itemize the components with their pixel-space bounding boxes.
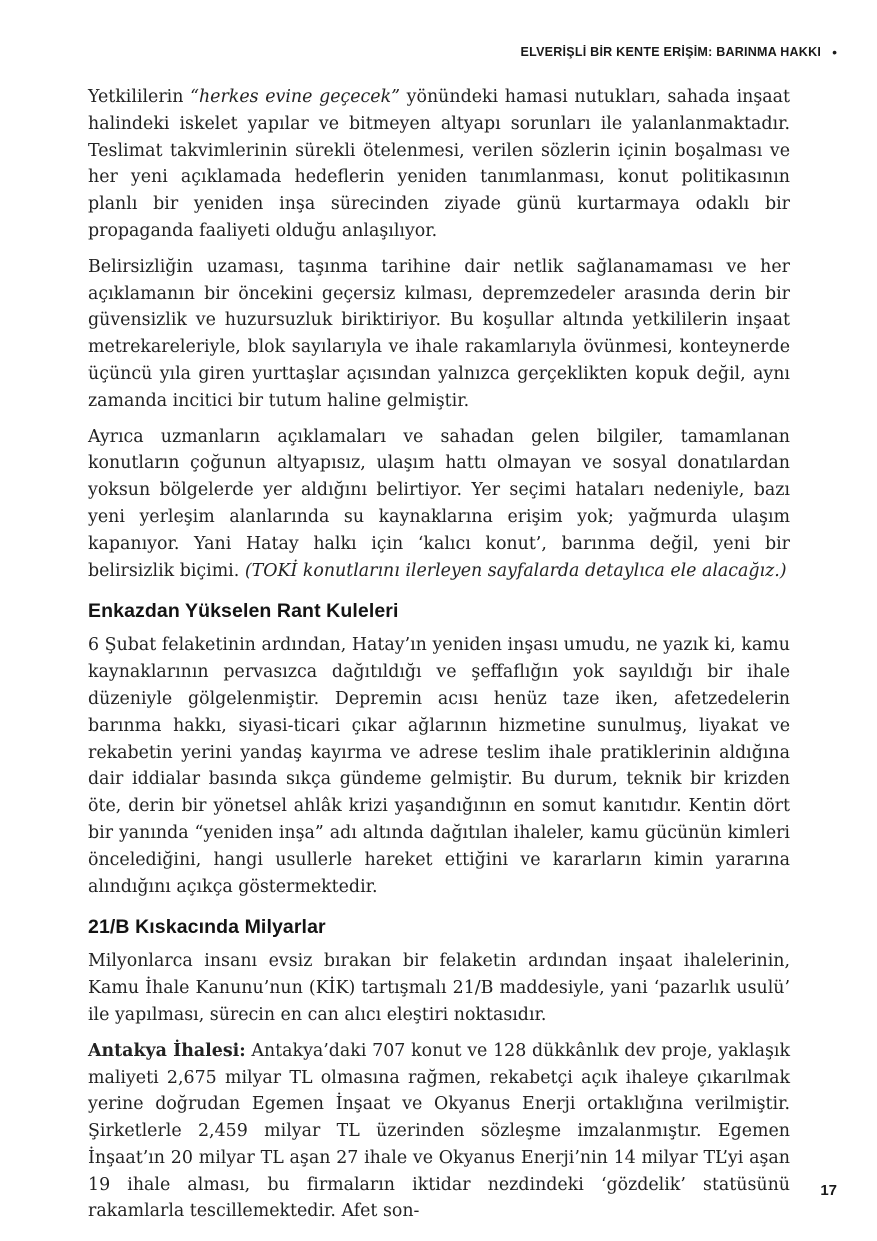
paragraph [88,84,790,245]
paragraph-text: yönündeki hamasi nutukları, sahada inşaat halindeki iskelet yapılar ve bitmeyen altyapı sorunları ile yalanlanmaktadır. Teslimat takvimlerinin sürekli ötelenmesi, verilen sözlerin içinin boşalması ve her yeni açıklamada hedeflerin yeniden tanımlanması, konut politikasının planlı bir yeniden inşa sürecinden ziyade günü kurtarmaya odaklı bir propaganda faaliyeti olduğu anlaşılıyor. [88,87,790,241]
paragraph-text: Belirsizliğin uzaması, taşınma tarihine dair netlik sağlanamaması ve her açıklamanın bir öncekini geçersiz kılması, depremzedeler arasında derin bir güvensizlik ve huzursuzluk biriktiriyor. Bu koşullar altında yetkililerin inşaat metrekareleriyle, blok sayılarıyla ve ihale rakamlarıyla övünmesi, konteynerde üçüncü yıla giren yurttaşlar açısından yalnızca gerçeklikten kopuk değil, aynı zamanda incitici bir tutum haline gelmiştir. [88,256,790,411]
paragraph-text: Antakya’daki 707 konut ve 128 dükkânlık dev proje, yaklaşık maliyeti 2,675 milyar TL olmasına rağmen, rekabetçi açık ihaleye çıkarılmak yerine doğrudan Egemen İnşaat ve Okyanus Enerji ortaklığına verilmiştir. Şirketlerle 2,459 milyar TL üzerinden sözleşme imzalanmıştır. Egemen İnşaat’ın 20 milyar TL aşan 27 ihale ve Okyanus Enerji’nin 14 milyar TL’yi aşan 19 ihale alması, bu firmaların iktidar nezdindeki ‘gözdelik’ statüsünü rakamlarla tescillemektedir. Afet son- [88,1040,790,1222]
italic-quote: “herkes evine geçecek” [190,87,400,107]
paragraph [88,254,790,415]
running-header [521,45,837,59]
paragraph [88,424,790,585]
bold-lead-antakya-ihalesi: Antakya İhalesi: [88,1040,246,1061]
paragraph-text: 6 Şubat felaketinin ardından, Hatay’ın yeniden inşası umudu, ne yazık ki, kamu kaynaklarının pervasızca dağıtıldığı ve şeffaflığın yok sayıldığı bir ihale düzeniyle gölgelenmiştir. Depremin acısı henüz taze iken, afetzedelerin barınma hakkı, siyasi-ticari çıkar ağlarının hizmetine sunulmuş, liyakat ve rekabetin yerini yandaş kayırma ve adrese teslim ihale pratiklerinin aldığına dair iddialar basında sıkça gündeme gelmiştir. Bu durum, teknik bir krizden öte, derin bir yönetsel ahlâk krizi yaşandığının en somut kanıtıdır. Kentin dört bir yanında “yeniden inşa” adı altında dağıtılan ihaleler, kamu gücünün kimleri öncelediğini, hangi usullerle hareket ettiğini ve kararların kimin yararına alındığını açıkça göstermektedir. [88,635,790,897]
italic-note: (TOKİ konutlarını ilerleyen sayfalarda detaylıca ele alacağız.) [244,560,787,581]
paragraph-text: Ayrıca uzmanların açıklamaları ve sahadan gelen bilgiler, tamamlanan konutların çoğunun altyapısız, ulaşım hattı olmayan ve sosyal donatılardan yoksun bölgelerde yer aldığını belirtiyor. Yer seçimi hataları nedeniyle, bazı yeni yerleşim alanlarında su kaynaklarına erişim yok; yağmurda ulaşım kapanıyor. Yani Hatay halkı için ‘kalıcı konut’, barınma değil, yeni bir belirsizlik biçimi. [88,426,790,581]
page-number: 17 [820,1182,837,1199]
page-content [88,84,790,1234]
paragraph [88,1038,790,1226]
paragraph [88,948,790,1028]
section-heading-rant-kuleleri: Enkazdan Yükselen Rant Kuleleri [88,600,399,623]
section-heading-21b-milyarlar: 21/B Kıskacında Milyarlar [88,916,326,939]
paragraph-text: Yetkililerin [88,87,191,107]
running-header-title: ELVERİŞLİ BİR KENTE ERİŞİM: BARINMA HAKKI [520,45,822,59]
paragraph [88,632,790,900]
paragraph-text: Milyonlarca insanı evsiz bırakan bir felaketin ardından inşaat ihalelerinin, Kamu İhale Kanunu’nun (KİK) tartışmalı 21/B maddesiyle, yani ‘pazarlık usulü’ ile yapılması, sürecin en can alıcı eleştiri noktasıdır. [88,951,790,1025]
bullet-icon: • [832,44,837,60]
